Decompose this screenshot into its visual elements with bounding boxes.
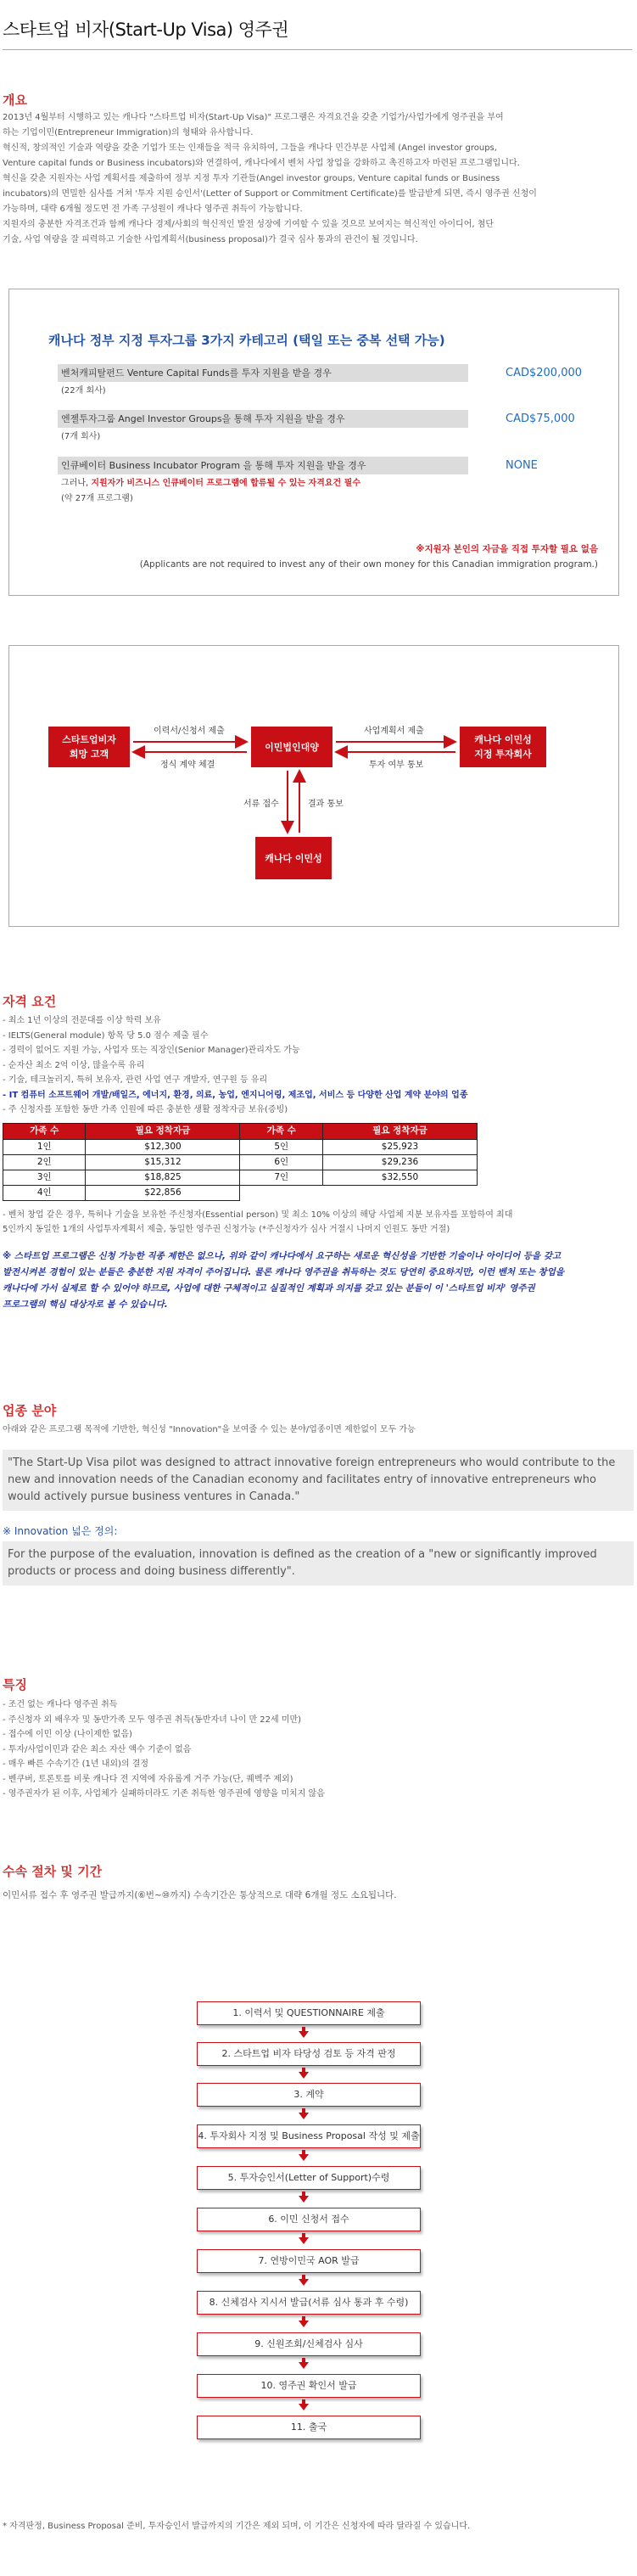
investor-category-box — [8, 289, 619, 596]
venture-capital-label: 벤처캐피탈펀드 Venture Capital Funds를 투자 지원을 받을 경우 — [58, 364, 468, 382]
table-cell: $12,300 — [86, 1139, 240, 1154]
table-row — [3, 1170, 478, 1185]
step-arrow-icon — [299, 2072, 309, 2079]
table-cell — [322, 1185, 477, 1200]
feature-item: - 매우 빠른 수속기간 (1년 내외)의 결정 — [3, 1759, 149, 1769]
feature-item: - 벤쿠버, 토론토를 비롯 캐나다 전 지역에 자유롭게 거주 가능(단, 퀘벡주 제외) — [3, 1774, 293, 1784]
target-applicant-line: 발전시켜본 경험이 있는 분들은 충분한 지원 자격이 주어집니다. 물론 캐나다 영주권을 취득하는 것도 당연히 중요하지만, 이런 벤처 또는 창업을 — [3, 1266, 565, 1277]
table-cell: 7인 — [240, 1170, 322, 1185]
table-cell: 1인 — [3, 1139, 86, 1154]
overview-line: 2013년 4월부터 시행하고 있는 캐나다 "스타트업 비자(Start-Up Visa)" 프로그램은 자격요건을 갖춘 기업가/사업가에게 영주권을 부여 — [3, 113, 504, 122]
venture-capital-count: (22개 회사) — [61, 386, 106, 396]
table-header: 필요 정착자금 — [86, 1123, 240, 1139]
requirement-item: - 주 신청자를 포함한 동반 가족 인원에 따른 충분한 생활 정착자금 보유(증빙) — [3, 1105, 288, 1114]
title-divider — [3, 49, 632, 50]
process-step-2: 2. 스타트업 비자 타당성 검토 등 자격 판정 — [197, 2042, 421, 2066]
flow-daeyang-box: 이민법인대양 — [251, 727, 332, 767]
table-cell — [240, 1185, 322, 1200]
step-arrow-icon — [299, 2362, 309, 2369]
page-title: 스타트업 비자(Start-Up Visa) 영주권 — [3, 20, 289, 40]
step-arrow-icon — [299, 2154, 309, 2161]
overview-line: 혁신적, 창의적인 기술과 역량을 갖춘 기업가 또는 인재들을 적극 유치하여, 그들을 캐나다 민간부문 사업체 (Angel investor groups, — [3, 143, 497, 153]
features-heading: 특징 — [3, 1677, 27, 1692]
flow-ircc-box: 캐나다 이민성 — [255, 837, 332, 879]
table-header-row — [3, 1123, 478, 1139]
step-arrow-icon — [299, 2404, 309, 2410]
feature-item: - 투자/사업이민과 같은 최소 자산 액수 기준이 없음 — [3, 1744, 192, 1754]
venture-capital-amount: CAD$200,000 — [506, 367, 583, 379]
incubator-count: (약 27개 프로그램) — [61, 494, 133, 503]
process-footnote: * 자격판정, Business Proposal 준비, 투자승인서 발급까지의 기간은 제외 되며, 이 기간은 신청자에 따라 달라질 수 있습니다. — [3, 2522, 471, 2531]
overview-text — [3, 110, 630, 248]
incubator-condition-prefix: 그러나, — [61, 479, 92, 488]
essential-person-note — [3, 1208, 630, 1237]
overview-line: 하는 기업이민(Entrepreneur Immigration)의 형태와 유사합니다. — [3, 128, 254, 137]
industry-desc: 아래와 같은 프로그램 목적에 기반한, 혁신성 "Innovation"을 보여줄 수 있는 분야/업종이면 제한없이 모두 가능 — [3, 1425, 416, 1434]
incubator-condition-red: 지원자가 비즈니스 인큐베이터 프로그램에 합류될 수 있는 자격요건 필수 — [91, 479, 360, 488]
feature-item: - 주신청자 외 배우자 및 동반가족 모두 영주권 취득(동반자녀 나이 만 22세 미만) — [3, 1715, 302, 1725]
process-step-4: 4. 투자회사 지정 및 Business Proposal 작성 및 제출 — [197, 2124, 421, 2148]
target-applicant-line: 프로그램의 핵심 대상자로 볼 수 있습니다. — [3, 1299, 168, 1310]
flow-investor-box: 캐나다 이민성 지정 투자회사 — [460, 727, 546, 767]
process-step-5: 5. 투자승인서(Letter of Support)수령 — [197, 2166, 421, 2190]
table-cell: $15,312 — [86, 1154, 240, 1170]
incubator-amount: NONE — [506, 459, 538, 472]
angel-investor-label: 엔젤투자그룹 Angel Investor Groups을 통해 투자 지원을 받을 경우 — [58, 410, 468, 428]
table-header: 가족 수 — [3, 1123, 86, 1139]
essential-person-line: 5인까지 동일한 1개의 사업투자계획서 제출, 동일한 영주권 신청가능 (*주신청자가 심사 거절시 나머지 인원도 동반 거절) — [3, 1224, 450, 1234]
features-list — [3, 1698, 630, 1802]
flow-label-contract: 정식 계약 체결 — [160, 760, 215, 770]
flow-label-investment-result: 투자 여부 통보 — [369, 760, 424, 770]
process-desc: 이민서류 접수 후 영주권 발급까지(⑥번~⑩까지) 수속기간은 통상적으로 대략 6개월 정도 소요됩니다. — [3, 1890, 397, 1900]
requirement-item: - 최소 1년 이상의 전문대를 이상 학력 보유 — [3, 1016, 161, 1025]
flow-label-document-receipt: 서류 접수 — [243, 800, 279, 809]
overview-line: 지원자의 충분한 자격조건과 함께 캐나다 경제/사회의 혁신적인 발전 성장에 기여할 수 있을 것으로 보여지는 혁신적인 아이디어, 첨단 — [3, 220, 495, 229]
overview-line: 기술, 사업 역량을 잘 피력하고 기술한 사업계획서(business proposal)가 결국 심사 통과의 관건이 될 것입니다. — [3, 235, 418, 244]
angel-investor-count: (7개 회사) — [61, 432, 101, 441]
table-row — [3, 1154, 478, 1170]
investor-box-heading: 캐나다 정부 지정 투자그룹 3가지 카테고리 (택일 또는 중복 선택 가능) — [48, 333, 445, 348]
flow-arrows — [9, 646, 618, 926]
overview-line: Venture capital funds or Business incubators)와 연결하여, 캐나다에서 벤처 사업 창업을 강화하고 촉진하고자 마련된 프로그램입니다. — [3, 159, 520, 168]
flow-applicant-box: 스타트업비자 희망 고객 — [48, 727, 130, 767]
overview-line: 가능하며, 대략 6개월 정도면 전 가족 구성원이 캐나다 영주권 취득이 가능합니다. — [3, 205, 303, 214]
incubator-label: 인큐베이터 Business Incubator Program 을 통해 투자 지원을 받을 경우 — [58, 457, 468, 474]
feature-item: - 영주권자가 된 이후, 사업체가 실패하더라도 기존 취득한 영주권에 영향을 미치지 않음 — [3, 1789, 325, 1799]
feature-item: - 조건 없는 캐나다 영주권 취득 — [3, 1700, 118, 1709]
table-cell: $32,550 — [322, 1170, 477, 1185]
overview-heading: 개요 — [3, 93, 27, 108]
requirement-item: - 기술, 테크놀러지, 특허 보유자, 관련 사업 연구 개발자, 연구원 등 유리 — [3, 1075, 268, 1085]
table-cell: $22,856 — [86, 1185, 240, 1200]
innovation-definition-quote: For the purpose of the evaluation, innovation is defined as the creation of a "new or significantly improved products or process and doing business differently". — [3, 1541, 634, 1585]
flow-label-submit-proposal: 사업계획서 제출 — [364, 727, 424, 736]
requirement-item: - IELTS(General module) 항목 당 5.0 점수 제출 필수 — [3, 1030, 209, 1041]
target-applicant-line: 캐나다에 가서 실제로 할 수 있어야 하므로, 사업에 대한 구체적이고 실질적인 계획과 의지를 갖고 있는 분들이 이 '스타트업 비자' 영주권 — [3, 1282, 535, 1294]
table-header: 가족 수 — [240, 1123, 322, 1139]
angel-investor-amount: CAD$75,000 — [506, 412, 575, 425]
process-step-6: 6. 이민 신청서 접수 — [197, 2208, 421, 2231]
target-applicant-line: ※ 스타트업 프로그램은 신청 가능한 직종 제한은 없으나, 위와 같이 캐나다에서 요구하는 새로운 혁신성을 기반한 기술이나 아이디어 등을 갖고 — [3, 1250, 562, 1261]
requirements-list — [3, 1013, 630, 1118]
settlement-fund-table — [3, 1123, 478, 1201]
requirements-heading: 자격 요건 — [3, 994, 57, 1009]
table-cell: $18,825 — [86, 1170, 240, 1185]
process-step-11: 11. 출국 — [197, 2416, 421, 2439]
table-cell: 5인 — [240, 1139, 322, 1154]
process-step-3: 3. 계약 — [197, 2083, 421, 2107]
target-applicant-note — [3, 1249, 630, 1313]
investor-rows — [58, 364, 601, 551]
overview-line: 혁신을 갖춘 지원자는 사업 계획서를 제출하여 정부 지정 투자 기관들(Angel investor groups, Venture capital funds or Business — [3, 174, 500, 183]
table-cell: $29,236 — [322, 1154, 477, 1170]
no-own-money-note: ※지원자 본인의 자금을 직접 투자할 필요 없음 — [416, 544, 598, 554]
table-header: 필요 정착자금 — [322, 1123, 477, 1139]
industry-quote: "The Start-Up Visa pilot was designed to attract innovative foreign entrepreneurs who would contribute to the new and innovation needs of the Canadian economy and facilitates entry of innovative entrepreneurs who would actively pursue business ventures in Canada." — [3, 1450, 634, 1511]
innovation-definition-heading: ※ Innovation 넓은 정의: — [3, 1525, 118, 1537]
requirements-section — [3, 1013, 630, 1313]
table-cell: $25,923 — [322, 1139, 477, 1154]
overview-line: incubators)의 면밀한 심사를 거쳐 '투자 지원 승인서'(Letter of Support or Commitment Certificate)를 발급받게 되면, 즉시 영주권 신청이 — [3, 189, 537, 199]
feature-item: - 접수에 이민 이상 (나이제한 없음) — [3, 1730, 132, 1739]
incubator-condition — [61, 476, 360, 491]
process-step-10: 10. 영주권 확인서 발급 — [197, 2374, 421, 2398]
process-step-7: 7. 연방이민국 AOR 발급 — [197, 2249, 421, 2273]
process-step-1: 1. 이력서 및 QUESTIONNAIRE 제출 — [197, 2001, 421, 2025]
requirement-industry-highlight: - IT 컴퓨터 소프트웨어 개발/배일즈, 에너지, 환경, 의료, 농업, 엔지니어링, 제조업, 서비스 등 다양한 산업 계약 분야의 업종 — [3, 1090, 468, 1100]
step-arrow-icon — [299, 2237, 309, 2244]
step-arrow-icon — [299, 2196, 309, 2203]
table-cell: 3인 — [3, 1170, 86, 1185]
step-arrow-icon — [299, 2321, 309, 2327]
essential-person-line: - 벤처 창업 같은 경우, 특허나 기술을 보유한 주신청자(Essential person) 및 최소 10% 이상의 해당 사업체 지분 보유자를 포함하여 최대 — [3, 1209, 513, 1220]
flow-label-result-notice: 결과 통보 — [308, 800, 344, 809]
flow-label-submit-resume: 이력서/신청서 제출 — [154, 727, 225, 736]
step-arrow-icon — [299, 2113, 309, 2119]
table-row — [3, 1139, 478, 1154]
industry-heading: 업종 분야 — [3, 1403, 57, 1418]
process-step-8: 8. 신체검사 지시서 발급(서류 심사 통과 후 수령) — [197, 2291, 421, 2315]
requirement-item: - 순자산 최소 2억 이상, 많을수록 유리 — [3, 1060, 145, 1070]
table-cell: 4인 — [3, 1185, 86, 1200]
step-arrow-icon — [299, 2279, 309, 2286]
process-step-9: 9. 신원조회/신체검사 심사 — [197, 2332, 421, 2356]
table-cell: 6인 — [240, 1154, 322, 1170]
table-row — [3, 1185, 478, 1200]
table-cell: 2인 — [3, 1154, 86, 1170]
flow-diagram — [8, 645, 619, 927]
no-own-money-note-en: (Applicants are not required to invest any of their own money for this Canadian immigration program.) — [139, 559, 598, 570]
requirement-item: - 경력이 없어도 지원 가능, 사업자 또는 직장인(Senior Manager)관리자도 가능 — [3, 1046, 300, 1055]
step-arrow-icon — [299, 2031, 309, 2038]
process-heading: 수속 절차 및 기간 — [3, 1864, 103, 1879]
